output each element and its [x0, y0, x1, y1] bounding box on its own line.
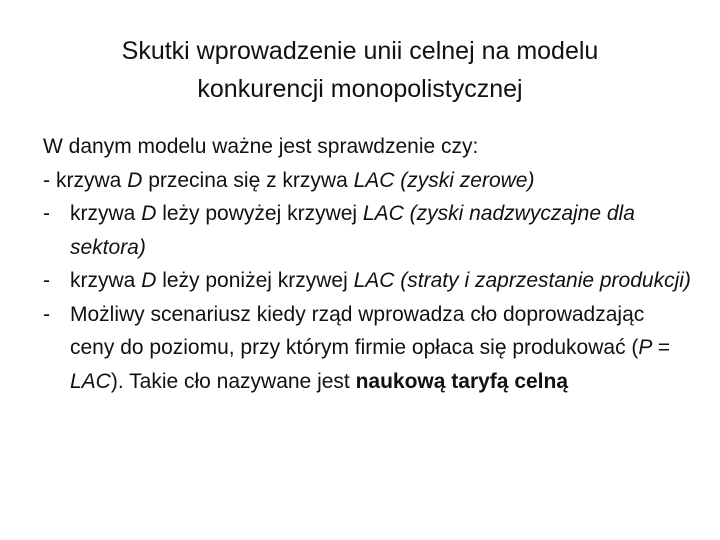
list-text: krzywa — [56, 168, 128, 192]
list-item-text — [70, 197, 693, 264]
list-item — [43, 164, 693, 198]
list-text: przecina się z krzywa — [142, 168, 354, 192]
curve-lac-label: LAC — [353, 269, 395, 292]
list-text: krzywa — [70, 269, 142, 292]
list-text: krzywa — [70, 202, 142, 225]
curve-lac-label: LAC — [362, 202, 404, 225]
list-item-text — [70, 298, 693, 399]
list-item — [43, 197, 693, 264]
list-item-text — [70, 264, 693, 298]
slide-body — [43, 130, 693, 398]
intro-text: W danym modelu ważne jest sprawdzenie czy: — [43, 135, 479, 158]
list-item — [43, 264, 693, 298]
list-dash: - — [43, 202, 50, 225]
list-text: ). Takie cło nazywane jest — [110, 369, 356, 393]
list-text: leży powyżej krzywej — [156, 202, 363, 225]
list-item — [43, 298, 693, 399]
curve-d-label: D — [141, 202, 157, 225]
list-dash: - — [43, 269, 50, 292]
list-note: (straty i zaprzestanie produkcji) — [400, 269, 691, 292]
list-text: Możliwy scenariusz kiedy rząd wprowadza cło doprowadzając ceny do poziomu, przy którym firmie opłaca się produkować ( — [70, 302, 645, 359]
formula: P = LAC — [70, 336, 670, 393]
list-dash: - — [43, 302, 50, 326]
curve-d-label: D — [127, 168, 143, 192]
list-text: leży poniżej krzywej — [156, 269, 354, 292]
list-item-text — [56, 164, 693, 198]
slide-title-line-2: konkurencji monopolistycznej — [197, 75, 523, 103]
list-note: (zyski nadzwyczajne dla sektora) — [70, 202, 635, 259]
slide-title — [40, 32, 680, 108]
slide-title-line-1: Skutki wprowadzenie unii celnej na modelu — [121, 37, 599, 65]
curve-lac-label: LAC — [353, 168, 395, 192]
key-term: naukową taryfą celną — [355, 369, 569, 393]
list-note: (zyski zerowe) — [400, 168, 535, 192]
list-dash: - — [43, 168, 50, 192]
curve-d-label: D — [141, 269, 157, 292]
